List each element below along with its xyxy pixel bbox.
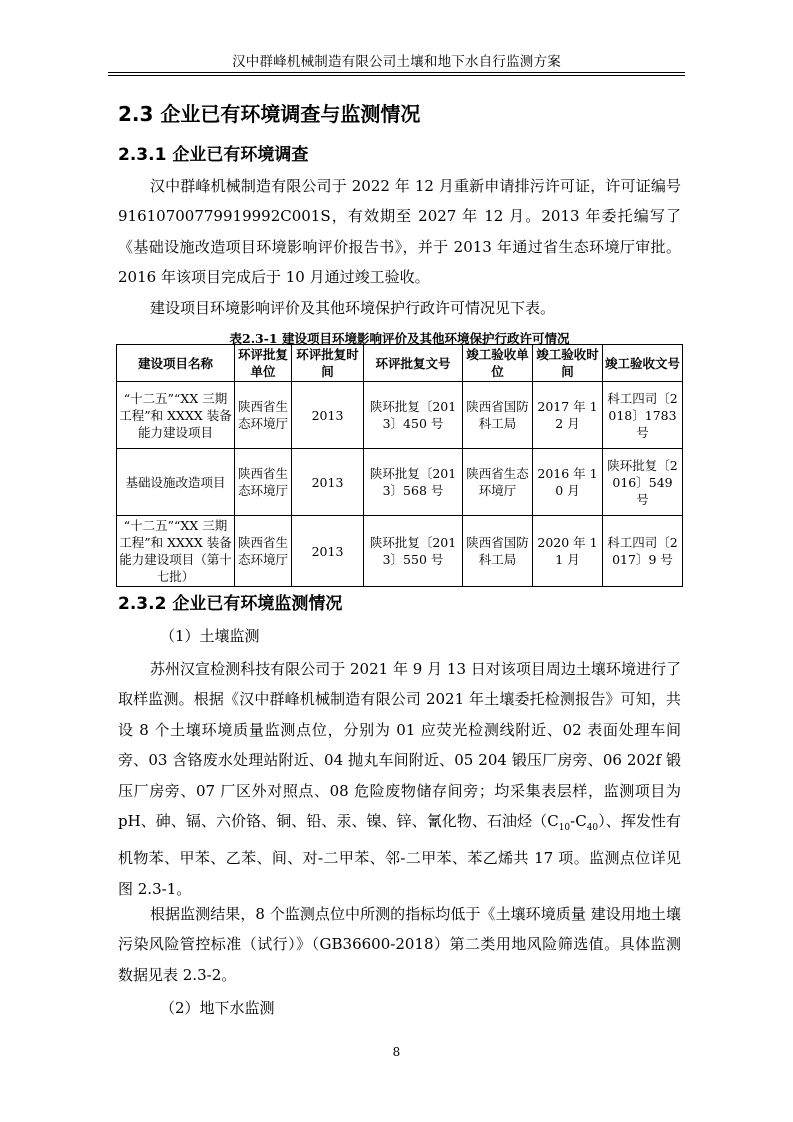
header-rule	[108, 72, 685, 73]
paragraph-soil-text-mid: -C	[570, 812, 587, 831]
table-header-cell: 竣工验收单位	[463, 345, 533, 382]
table-caption: 表2.3-1 建设项目环境影响评价及其他环境保护行政许可情况	[229, 331, 570, 346]
table-cell: 2020 年 11 月	[533, 516, 603, 587]
table-header-cell: 竣工验收文号	[603, 345, 683, 382]
table-cell: 陕环批复〔2013〕550 号	[364, 516, 463, 587]
table-header-cell: 环评批复单位	[235, 345, 292, 382]
table-header-cell: 建设项目名称	[117, 345, 235, 382]
table-cell: 科工四司〔2018〕1783 号	[603, 382, 683, 449]
table-cell: 陕环批复〔2013〕568 号	[364, 449, 463, 516]
subsection-heading-survey: 2.3.1 企业已有环境调查	[118, 145, 309, 165]
table-cell: 陕西省国防科工局	[463, 382, 533, 449]
table-row	[117, 516, 683, 587]
running-header: 汉中群峰机械制造有限公司土壤和地下水自行监测方案	[232, 54, 561, 70]
table-cell: 2013	[292, 516, 364, 587]
table-cell: 2016 年 10 月	[533, 449, 603, 516]
table-cell: 2017 年 12 月	[533, 382, 603, 449]
item-soil-monitoring: （1）土壤监测	[160, 627, 260, 645]
table-cell: 基础设施改造项目	[117, 449, 235, 516]
header-rule-double	[108, 75, 685, 76]
table-cell: 2013	[292, 382, 364, 449]
table-cell: “十二五”“XX 三期工程”和 XXXX 装备能力建设项目	[117, 382, 235, 449]
table-cell: 陕西省生态环境厅	[235, 382, 292, 449]
table-header-cell: 环评批复文号	[364, 345, 463, 382]
table-cell: 陕西省国防科工局	[463, 516, 533, 587]
table-header-cell: 竣工验收时间	[533, 345, 603, 382]
table-header-cell: 环评批复时间	[292, 345, 364, 382]
env-permit-table	[116, 344, 683, 587]
paragraph-soil-text-a: 苏州汉宣检测科技有限公司于 2021 年 9 月 13 日对该项目周边土壤环境进行了取样监测。根据《汉中群峰机械制造有限公司 2021 年土壤委托检测报告》可知，共设 8 个土壤环境质量监测点位，分别为 01 应荧光检测线附近、02 表面处理车间旁、03 含铬废水处理站附近、04 抛丸车间附近、05 204 锻压厂房旁、06 202f 锻压厂房旁、07 厂区外对照点、08 危险废物储存间旁；均采集表层样，监测项目为 pH、砷、镉、六价铬、铜、铅、汞、镍、锌、氰化物、石油烃（C	[118, 660, 681, 831]
table-row	[117, 382, 683, 449]
table-cell: 陕西省生态环境厅	[235, 516, 292, 587]
table-cell: 2013	[292, 449, 364, 516]
table-cell: 科工四司〔2017〕9 号	[603, 516, 683, 587]
paragraph-soil-text-b: ）、挥发性有机物苯、甲苯、乙苯、间、对-二甲苯、邻-二甲苯、苯乙烯共 17 项。监测点位详见图 2.3-1。	[118, 812, 681, 898]
table-cell: 陕环批复〔2013〕450 号	[364, 382, 463, 449]
item-groundwater-monitoring: （2）地下水监测	[160, 999, 275, 1017]
table-row	[117, 449, 683, 516]
subsection-heading-monitoring: 2.3.2 企业已有环境监测情况	[118, 594, 343, 614]
paragraph-table-intro: 建设项目环境影响评价及其他环境保护行政许可情况见下表。	[150, 299, 556, 317]
paragraph-soil-monitoring	[118, 654, 681, 904]
section-heading: 2.3 企业已有环境调查与监测情况	[118, 102, 421, 126]
page-number: 8	[392, 1045, 401, 1059]
table-cell: 陕西省生态环境厅	[235, 449, 292, 516]
table-cell: 陕西省生态环境厅	[463, 449, 533, 516]
table-header-row	[117, 345, 683, 382]
subscript-10: 10	[558, 823, 571, 834]
subscript-40: 40	[586, 823, 599, 834]
paragraph-permit: 汉中群峰机械制造有限公司于 2022 年 12 月重新申请排污许可证，许可证编号 91610700779919992C001S，有效期至 2027 年 12 月。2013 年委托编写了《基础设施改造项目环境影响评价报告书》，并于 2013 年通过省生态环境厅审批。2016 年该项目完成后于 10 月通过竣工验收。	[118, 177, 681, 287]
table-cell: “十二五”“XX 三期工程”和 XXXX 装备能力建设项目（第十七批）	[117, 516, 235, 587]
table-cell: 陕环批复〔2016〕549 号	[603, 449, 683, 516]
paragraph-soil-results: 根据监测结果，8 个监测点位中所测的指标均低于《土壤环境质量 建设用地土壤污染风险管控标准（试行）》（GB36600-2018）第二类用地风险筛选值。具体监测数据见表 2.3-2。	[118, 905, 681, 984]
